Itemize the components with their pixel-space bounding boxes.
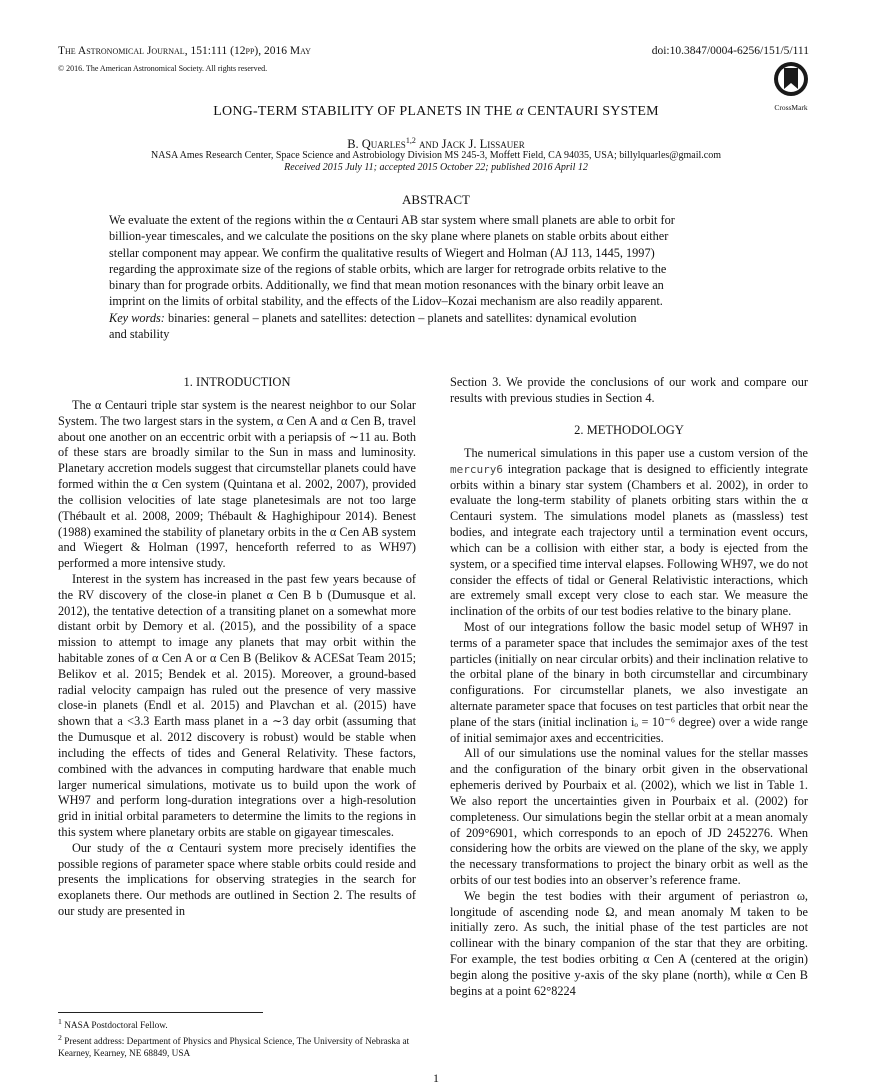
abstract-heading: ABSTRACT (402, 192, 470, 207)
right-column-text (450, 446, 808, 999)
paragraph: The numerical simulations in this paper use a custom version of the mercury6 integration package that is designed to efficiently integrate orbits within a binary star system (Chambers et al. 2002), in order to evaluate the long-term stability of planets orbiting stars within the α Centauri system. The simulations model planets as (massless) test bodies, and integrate each trajectory until a termination event occurs, which can be a collision with either star, a body is ejected from the system, or a specified time interval elapses. Following WH97, we do not consider the effects of tidal or General Relativistic interactions, which are extremely small except very close to each star. We measure the inclination of the orbits of our test bodies relative to the binary plane. (450, 446, 808, 619)
paragraph: Our study of the α Centauri system more precisely identifies the possible regions of parameter space where stable orbits could reside and presents the implications for observing strategies in the search for exoplanets there. Our methods are outlined in Section 2. The results of our study are presented in (58, 840, 416, 918)
section-heading-methodology: 2. METHODOLOGY (574, 423, 684, 437)
doi-link[interactable]: doi:10.3847/0004-6256/151/5/111 (651, 45, 809, 57)
abstract-line: regarding the approximate size of the regions of stable orbits, which are larger for retrograde orbits relative to the (109, 261, 667, 276)
author-1: B. Quarles (347, 137, 406, 152)
keywords-label: Key words: (109, 310, 165, 325)
paragraph: All of our simulations use the nominal values for the stellar masses and the configuration of the binary orbit given in the observational ephemeris derived by Pourbaix et al. (2002), which we list in Table 1. We also report the uncertainties given in Pourbaix et al. (2002) for completeness. Our simulations begin the stellar orbit at a mean anomaly of 209°6901, which corresponds to an epoch of JD 2452276. When considering how the orbits are viewed on the plane of the sky, we apply the necessary transformations to project the binary orbit as well as the orbits of our test bodies into an observer’s reference frame. (450, 746, 808, 887)
abstract-line: stellar component may appear. We confirm the qualitative results of Wiegert and Holman (AJ 113, 1445, 1997) (109, 245, 655, 260)
right-column-continuation (450, 375, 808, 407)
received-dates: Received 2015 July 11; accepted 2015 October 22; published 2016 April 12 (284, 162, 588, 173)
abstract-line: binary than for prograde orbits. Additionally, we find that mean motion resonances with the binary orbit leave an (109, 278, 664, 293)
paragraph: Interest in the system has increased in the past few years because of the RV discovery of the close-in planet α Cen B b (Dumusque et al. 2012), the tentative detection of a transiting planet on a somewhat more distant orbit by Demory et al. (2015), and the possibility of a space mission to attempt to image any planets that may orbit within the habitable zones of α Cen A or α Cen B (Belikov & ACESat Team 2015; Belikov et al. 2015; Bendek et al. 2015). Moreover, a ground-based radial velocity campaign has ruled out the presence of very massive close-in planets (Endl et al. 2015) and Plavchan et al. (2015) have shown that a <3.3 Earth mass planet in a ∼3 day orbit (assuming that the Dumusque et al. 2012 discovery is robust) would be stable when including the effects of tides and General Relativity. These factors, combined with the advances in computing hardware that enable much larger numerical simulations, motivate us to build upon the work of WH97 and perform long-duration integrations over a high-resolution grid in initial orbital parameters to determine the limits to the regions in this system where planetary orbits are stable on gigayear timescales. (58, 571, 416, 839)
left-column-text (58, 398, 416, 920)
journal-header: The Astronomical Journal, 151:111 (12pp), 2016 May (58, 45, 311, 57)
affiliation: NASA Ames Research Center, Space Science and Astrobiology Division MS 245-3, Moffett Field, CA 94035, USA; billylquarles@gmail.com (151, 150, 721, 161)
page-number: 1 (433, 1071, 439, 1085)
copyright-notice: © 2016. The American Astronomical Society. All rights reserved. (58, 64, 268, 73)
author-1-affiliation-marks: 1,2 (405, 136, 416, 145)
footnote-1: $^1$ NASA Postdoctoral Fellow. (58, 1017, 168, 1032)
abstract-line: imprint on the limits of orbital stability, and the effects of the Lidov–Kozai mechanism are also readily apparent. (109, 294, 663, 309)
paragraph: Most of our integrations follow the basic model setup of WH97 in terms of a parameter space that includes the semimajor axes of the test particles (initially on near circular orbits) and their inclination relative to the orbital plane of the binary in both circumstellar and circumbinary configurations. For circumstellar planets, we also investigate an alternate parameter space that focuses on test particles that orbit near the plane of the stars (initial inclination iₒ = 10⁻⁶ degree) over a wide range of initial semimajor axes and eccentricities. (450, 619, 808, 745)
footnote-rule (58, 1012, 263, 1013)
paragraph: Section 3. We provide the conclusions of our work and compare our results with previous studies in Section 4. (450, 375, 808, 405)
crossmark-icon (771, 60, 811, 98)
code-name: mercury6 (450, 462, 503, 476)
section-heading-introduction: 1. INTRODUCTION (183, 375, 291, 389)
paper-title: LONG-TERM STABILITY OF PLANETS IN THE α CENTAURI SYSTEM (213, 104, 659, 119)
abstract-line: billion-year timescales, and we calculate the positions on the sky plane where planets on stable orbits about either (109, 229, 669, 244)
keywords-text-cont: and stability (109, 327, 170, 342)
paragraph: The α Centauri triple star system is the nearest neighbor to our Solar System. The two largest stars in the system, α Cen A and α Cen B, travel about one another on an eccentric orbit with a periapsis of ∼11 au. Both of these stars are broadly similar to the Sun in mass and luminosity. Planetary accretion models suggest that circumstellar planets could have formed within the α Cen system (Quintana et al. 2002, 2007), provided the collision velocities of late stage planetesimals are not too large (Thébault et al. 2008, 2009; Thébault & Haghighipour 2014). Benest (1988) examined the stability of planetary orbits in the α Cen AB system and Wiegert & Holman (1997, henceforth referred to as WH97) performed a more intensive study. (58, 398, 416, 571)
keywords-text: binaries: general – planets and satellites: detection – planets and satellites: dynamical evolution (167, 310, 637, 325)
crossmark-label: CrossMark (774, 103, 808, 112)
footnote-2: $^2$ Present address: Department of Physics and Physical Science, The University of Nebraska at Kearney, Kearney, NE 68849, USA (58, 1033, 410, 1060)
paragraph: We begin the test bodies with their argument of periastron ω, longitude of ascending node Ω, and mean anomaly M taken to be initially zero. As such, the initial phase of the test particles are not collinear with the binary companion of the star that they are orbiting. For example, the test bodies orbiting α Cen A (centered at the origin) begin along the positive y-axis of the sky plane (north), while α Cen B begins at a point 62°8224 (450, 888, 808, 998)
abstract-body (109, 212, 759, 342)
author-conjunction: and (418, 137, 439, 152)
footnotes (58, 1016, 416, 1060)
abstract-line: We evaluate the extent of the regions within the α Centauri AB star system where small planets are able to orbit for (109, 213, 675, 227)
keywords (109, 310, 759, 343)
author-2: Jack J. Lissauer (441, 137, 525, 152)
